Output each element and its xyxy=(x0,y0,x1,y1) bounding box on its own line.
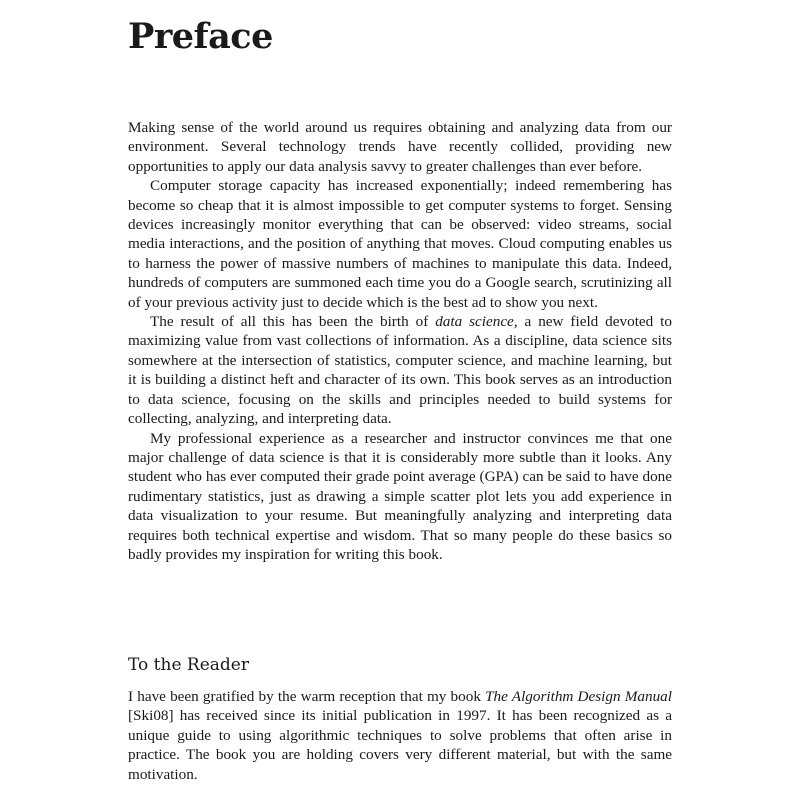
paragraph-3 xyxy=(128,312,672,428)
paragraph-3-text-before: The result of all this has been the birth of xyxy=(150,313,436,331)
chapter-title: Preface xyxy=(128,16,273,57)
section-paragraph-text-before: I have been gratified by the warm reception that my book xyxy=(128,688,486,705)
paragraph-2: Computer storage capacity has increased exponentially; indeed remembering has become so cheap that it is almost impossible to get computer systems to forget. Sensing devices increasingly monitor everything that can be observed: video streams, social media interactions, and the position of anything that moves. Cloud computing enables us to harness the power of massive numbers of machines to manipulate this data. Indeed, hundreds of computers are summoned each time you do a Google search, scrutinizing all of your previous activity just to decide which is the best ad to show you next. xyxy=(128,177,672,311)
preface-body xyxy=(128,118,672,564)
paragraph-3-emphasis: data science xyxy=(435,313,514,331)
section-paragraph xyxy=(128,687,672,784)
paragraph-4: My professional experience as a researcher and instructor convinces me that one major challenge of data science is that it is considerably more subtle than it looks. Any student who has ever computed their grade point average (GPA) can be said to have done rudimentary statistics, just as drawing a simple scatter plot lets you add experience in data visualization to your resume. But meaningfully analyzing and interpreting data requires both technical expertise and wisdom. That so many people do these basics so badly provides my inspiration for writing this book. xyxy=(128,429,672,563)
section-body xyxy=(128,687,672,784)
section-heading: To the Reader xyxy=(128,655,249,675)
paragraph-1: Making sense of the world around us requires obtaining and analyzing data from our environment. Several technology trends have recently collided, providing new opportunities to apply our data analysis savvy to greater challenges than ever before. xyxy=(128,119,672,175)
book-title-emphasis: The Algorithm Design Manual xyxy=(485,688,672,705)
paragraph-3-text-after: , a new field devoted to maximizing value from vast collections of information. As a discipline, data science sits somewhere at the intersection of statistics, computer science, and machine learning, but it is building a distinct heft and character of its own. This book serves as an introduction to data science, focusing on the skills and principles needed to build systems for collecting, analyzing, and interpreting data. xyxy=(128,313,672,428)
section-paragraph-text-after: [Ski08] has received since its initial publication in 1997. It has been recognized as a unique guide to using algorithmic techniques to solve problems that often arise in practice. The book you are holding covers very different material, but with the same motivation. xyxy=(128,707,672,783)
